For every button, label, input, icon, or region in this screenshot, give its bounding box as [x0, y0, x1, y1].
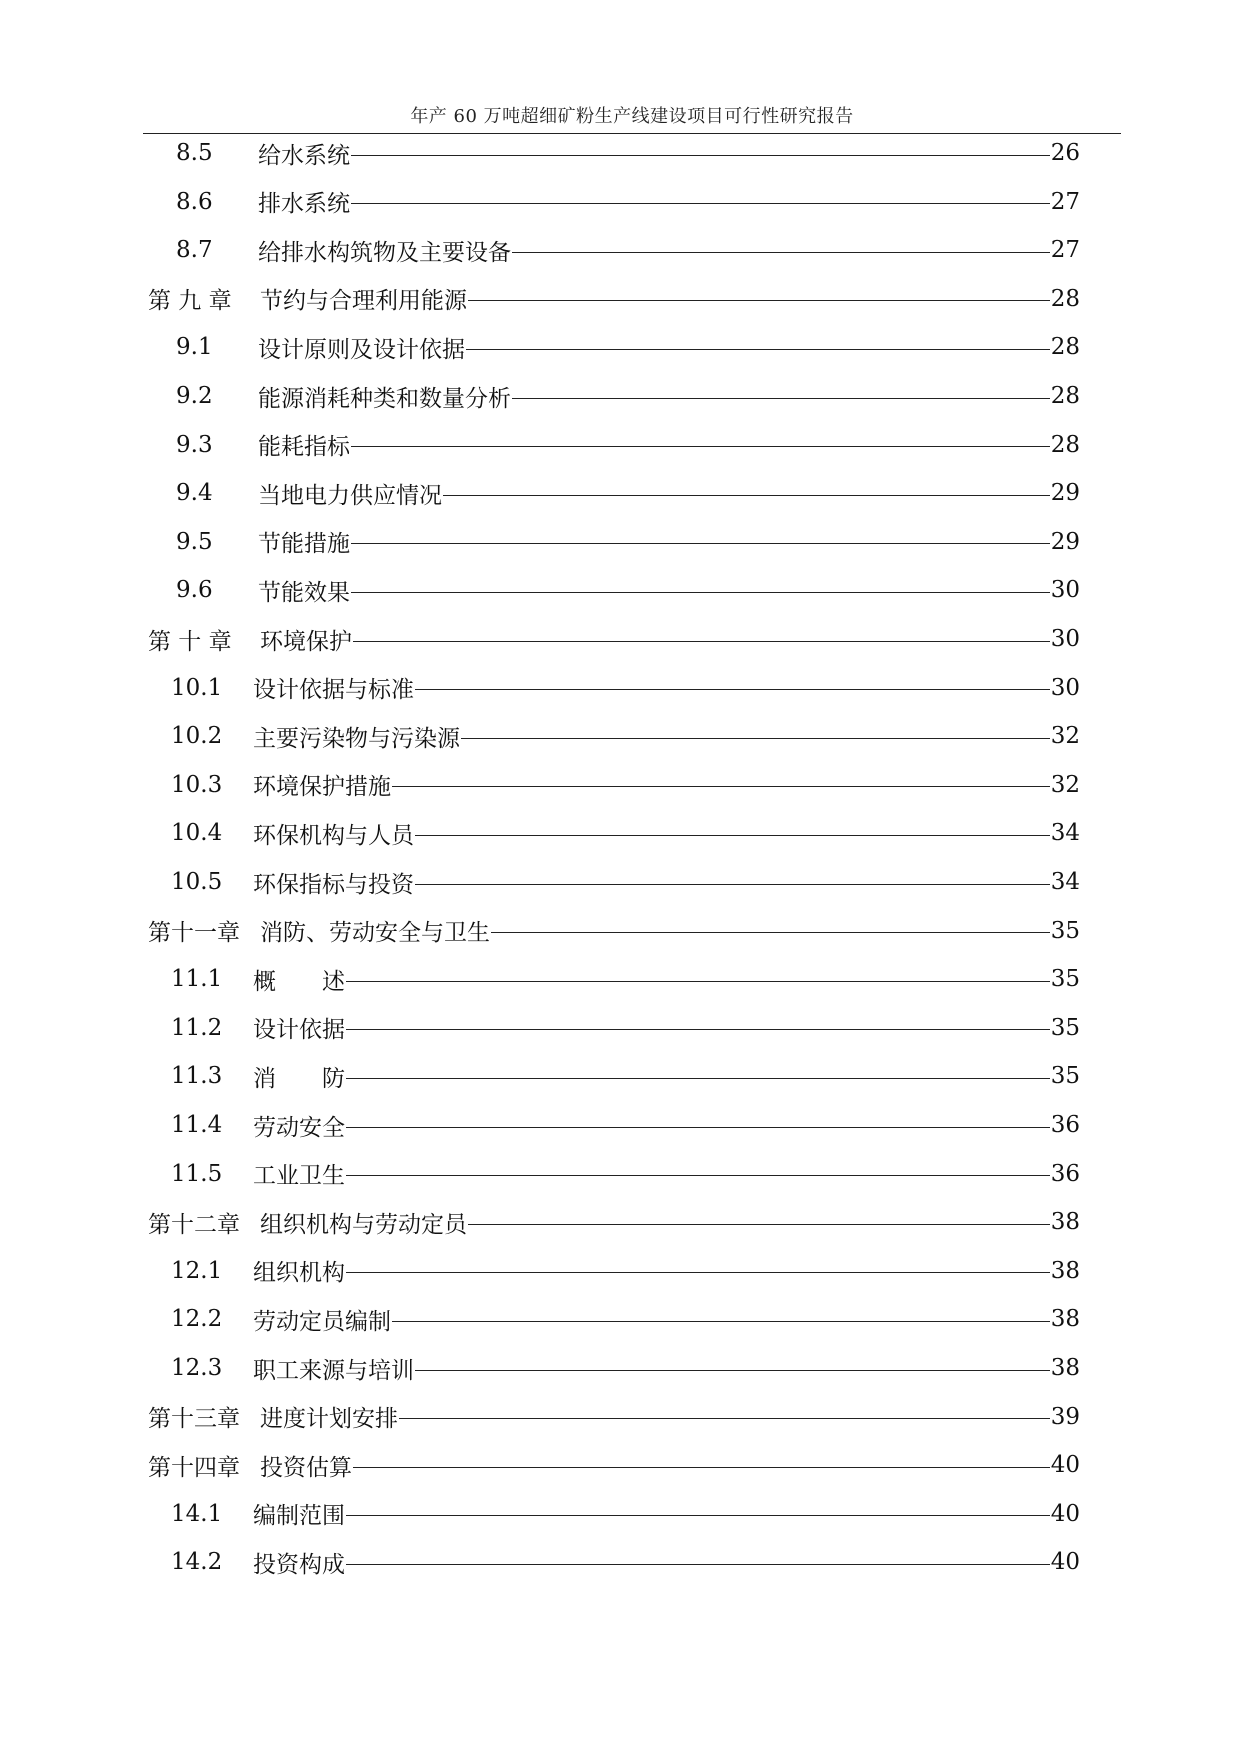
toc-leader-line: [512, 398, 1050, 399]
toc-entry-page: 35: [1050, 917, 1080, 944]
toc-entry-title: 设计依据与标准: [253, 677, 414, 704]
toc-entry-number: 第 九 章: [148, 288, 232, 315]
toc-entry-title: 环境保护措施: [253, 774, 391, 801]
toc-entry-page: 38: [1050, 1355, 1080, 1381]
toc-entry-number: 8.6: [176, 188, 213, 215]
toc-entry-number: 14.1: [171, 1500, 223, 1527]
toc-entry-title: 节约与合理利用能源: [260, 288, 467, 315]
toc-section-entry: [176, 573, 1080, 607]
toc-entry-number: 第十一章: [148, 920, 240, 947]
toc-chapter-entry: [148, 1448, 1080, 1482]
toc-entry-title: 环保机构与人员: [253, 822, 414, 849]
toc-entry-title: 环保指标与投资: [253, 871, 414, 898]
toc-entry-number: 8.7: [176, 237, 213, 264]
toc-entry-title: 环境保护: [260, 628, 352, 655]
toc-entry-page: 40: [1050, 1500, 1080, 1527]
toc-entry-number: 12.2: [171, 1306, 223, 1333]
toc-entry-page: 28: [1050, 285, 1080, 312]
toc-entry-number: 14.2: [171, 1549, 223, 1576]
toc-chapter-entry: [148, 1205, 1080, 1239]
toc-entry-page: 36: [1050, 1112, 1080, 1138]
toc-section-entry: [176, 185, 1080, 219]
toc-entry-number: 9.5: [176, 528, 213, 555]
toc-entry-page: 38: [1050, 1306, 1080, 1333]
toc-entry-number: 第十二章: [148, 1211, 240, 1238]
toc-entry-title: 消防、劳动安全与卫生: [260, 920, 490, 947]
toc-entry-title: 能源消耗种类和数量分析: [258, 385, 511, 412]
toc-entry-page: 27: [1050, 188, 1080, 215]
toc-leader-line: [512, 252, 1050, 253]
toc-entry-number: 第十四章: [148, 1454, 240, 1481]
toc-chapter-entry: [148, 914, 1080, 948]
page-header-title: 年产 60 万吨超细矿粉生产线建设项目可行性研究报告: [410, 106, 854, 127]
toc-entry-page: 40: [1050, 1452, 1080, 1479]
toc-section-entry: [171, 816, 1080, 850]
toc-entry-number: 第 十 章: [148, 628, 232, 655]
toc-entry-title: 投资估算: [260, 1454, 352, 1481]
toc-entry-title: 节能效果: [258, 579, 350, 606]
toc-leader-line: [353, 1467, 1050, 1468]
toc-leader-line: [346, 1175, 1050, 1176]
toc-entry-page: 29: [1050, 480, 1080, 507]
toc-leader-line: [346, 1515, 1050, 1516]
toc-entry-title: 劳动定员编制: [253, 1308, 391, 1335]
toc-leader-line: [461, 738, 1050, 739]
toc-entry-title: 设计原则及设计依据: [258, 336, 465, 363]
toc-entry-page: 32: [1050, 723, 1080, 750]
toc-entry-page: 32: [1050, 771, 1080, 798]
toc-leader-line: [468, 1224, 1050, 1225]
toc-entry-title: 组织机构: [253, 1260, 345, 1287]
toc-entry-number: 10.5: [171, 869, 223, 895]
toc-leader-line: [415, 1370, 1050, 1371]
toc-leader-line: [392, 1321, 1050, 1322]
toc-entry-title: 工业卫生: [253, 1163, 345, 1190]
toc-entry-number: 10.3: [171, 771, 223, 798]
toc-section-entry: [171, 1011, 1080, 1045]
toc-entry-title: 给水系统: [258, 142, 350, 169]
toc-section-entry: [176, 330, 1080, 364]
toc-section-entry: [171, 1497, 1080, 1531]
toc-entry-title: 设计依据: [253, 1017, 345, 1044]
toc-entry-page: 28: [1050, 431, 1080, 458]
toc-entry-number: 12.1: [171, 1257, 223, 1284]
toc-entry-number: 11.1: [171, 966, 223, 993]
toc-entry-number: 9.1: [176, 334, 213, 361]
toc-entry-page: 39: [1050, 1403, 1080, 1430]
toc-entry-title: 职工来源与培训: [253, 1357, 414, 1384]
toc-leader-line: [346, 1564, 1050, 1565]
toc-leader-line: [346, 981, 1050, 982]
toc-section-entry: [171, 1351, 1080, 1385]
toc-entry-number: 11.2: [171, 1014, 223, 1041]
toc-entry-number: 10.2: [171, 723, 223, 750]
toc-entry-number: 11.5: [171, 1160, 223, 1187]
toc-entry-page: 28: [1050, 334, 1080, 361]
toc-entry-title: 编制范围: [253, 1503, 345, 1530]
toc-entry-page: 30: [1050, 674, 1080, 701]
toc-chapter-entry: [148, 622, 1080, 656]
toc-entry-number: 9.3: [176, 431, 213, 458]
toc-entry-page: 38: [1050, 1209, 1080, 1236]
toc-leader-line: [346, 1078, 1050, 1079]
toc-entry-number: 8.5: [176, 140, 213, 166]
toc-entry-page: 26: [1050, 140, 1080, 166]
toc-section-entry: [171, 962, 1080, 996]
toc-section-entry: [171, 1254, 1080, 1288]
toc-entry-title: 投资构成: [253, 1551, 345, 1578]
toc-section-entry: [176, 525, 1080, 559]
toc-entry-title: 劳动安全: [253, 1114, 345, 1141]
toc-leader-line: [392, 786, 1050, 787]
toc-section-entry: [171, 1157, 1080, 1191]
toc-entry-page: 35: [1050, 966, 1080, 993]
toc-entry-number: 9.2: [176, 383, 213, 409]
toc-leader-line: [353, 641, 1050, 642]
toc-leader-line: [346, 1127, 1050, 1128]
toc-section-entry: [176, 476, 1080, 510]
toc-section-entry: [176, 136, 1080, 170]
toc-entry-page: 34: [1050, 820, 1080, 847]
toc-leader-line: [346, 1272, 1050, 1273]
toc-section-entry: [171, 1302, 1080, 1336]
toc-section-entry: [171, 1059, 1080, 1093]
toc-leader-line: [466, 349, 1050, 350]
toc-chapter-entry: [148, 1400, 1080, 1434]
toc-entry-page: 35: [1050, 1063, 1080, 1090]
toc-leader-line: [491, 932, 1050, 933]
toc-section-entry: [176, 233, 1080, 267]
toc-entry-number: 12.3: [171, 1355, 223, 1381]
toc-leader-line: [468, 300, 1050, 301]
toc-section-entry: [176, 428, 1080, 462]
toc-entry-page: 30: [1050, 626, 1080, 652]
toc-entry-title: 概 述: [253, 968, 345, 995]
toc-leader-line: [399, 1418, 1050, 1419]
toc-leader-line: [351, 155, 1050, 156]
toc-leader-line: [415, 689, 1050, 690]
toc-leader-line: [415, 884, 1050, 885]
toc-entry-title: 进度计划安排: [260, 1406, 398, 1433]
toc-entry-title: 当地电力供应情况: [258, 482, 442, 509]
toc-entry-number: 10.1: [171, 674, 223, 701]
toc-leader-line: [351, 446, 1050, 447]
toc-entry-title: 组织机构与劳动定员: [260, 1211, 467, 1238]
toc-leader-line: [443, 495, 1050, 496]
toc-entry-title: 消 防: [253, 1065, 345, 1092]
toc-entry-page: 35: [1050, 1014, 1080, 1041]
toc-leader-line: [351, 543, 1050, 544]
toc-section-entry: [171, 768, 1080, 802]
toc-entry-page: 29: [1050, 528, 1080, 555]
toc-entry-number: 9.6: [176, 577, 213, 604]
toc-leader-line: [415, 835, 1050, 836]
toc-entry-page: 28: [1050, 383, 1080, 409]
toc-section-entry: [176, 379, 1080, 413]
toc-section-entry: [171, 1545, 1080, 1579]
toc-leader-line: [351, 592, 1050, 593]
toc-section-entry: [171, 865, 1080, 899]
toc-entry-title: 能耗指标: [258, 434, 350, 461]
toc-entry-number: 11.4: [171, 1112, 223, 1138]
toc-entry-number: 9.4: [176, 480, 213, 507]
toc-entry-number: 10.4: [171, 820, 223, 847]
toc-leader-line: [351, 203, 1050, 204]
toc-entry-page: 38: [1050, 1257, 1080, 1284]
toc-entry-page: 27: [1050, 237, 1080, 264]
toc-entry-page: 36: [1050, 1160, 1080, 1187]
toc-entry-number: 11.3: [171, 1063, 223, 1090]
toc-entry-page: 34: [1050, 869, 1080, 895]
toc-entry-title: 主要污染物与污染源: [253, 725, 460, 752]
toc-entry-page: 30: [1050, 577, 1080, 604]
toc-entry-title: 给排水构筑物及主要设备: [258, 239, 511, 266]
toc-entry-title: 排水系统: [258, 191, 350, 218]
toc-section-entry: [171, 719, 1080, 753]
toc-leader-line: [346, 1029, 1050, 1030]
toc-chapter-entry: [148, 282, 1080, 316]
toc-entry-page: 40: [1050, 1549, 1080, 1576]
toc-section-entry: [171, 671, 1080, 705]
toc-section-entry: [171, 1108, 1080, 1142]
toc-entry-title: 节能措施: [258, 531, 350, 558]
toc-entry-number: 第十三章: [148, 1406, 240, 1433]
